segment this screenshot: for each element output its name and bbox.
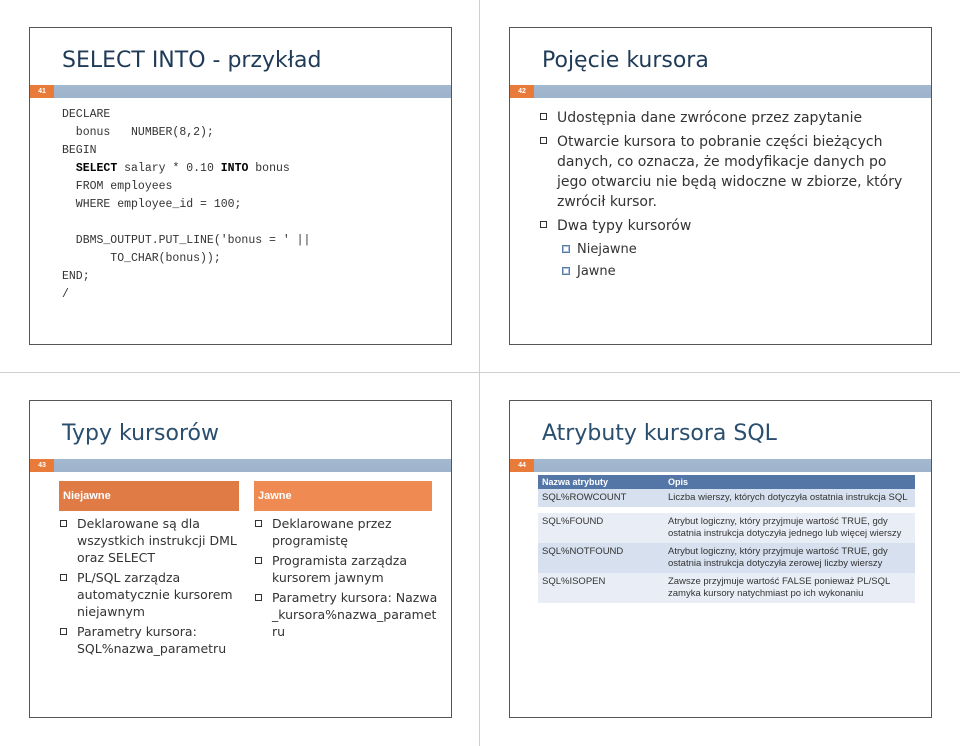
sub-bullet-text: Niejawne bbox=[577, 242, 637, 257]
code-line-select: SELECT salary * 0.10 INTO bonus bbox=[75, 162, 290, 175]
code-line: bonus NUMBER(8,2); bbox=[62, 126, 214, 139]
code-line: DECLARE bbox=[62, 108, 111, 121]
implicit-cursor-list bbox=[60, 515, 245, 660]
slide-title: SELECT INTO - przykład bbox=[62, 48, 322, 73]
bullet-text: Programista zarządza kursorem jawnym bbox=[272, 553, 407, 585]
bullet-item bbox=[255, 589, 440, 640]
code-line bbox=[62, 214, 310, 232]
slide-title: Pojęcie kursora bbox=[542, 48, 709, 73]
slide-number: 42 bbox=[510, 85, 534, 98]
bullet-item bbox=[540, 132, 920, 212]
bullet-text: Parametry kursora: SQL%nazwa_parametru bbox=[77, 624, 227, 656]
bullet-list bbox=[540, 108, 920, 284]
table-row bbox=[538, 543, 915, 573]
explicit-cursor-list bbox=[255, 515, 440, 643]
slide-number-bar bbox=[510, 85, 931, 98]
column-header-implicit: Niejawne bbox=[59, 481, 239, 511]
code-line: WHERE employee_id = 100; bbox=[62, 198, 242, 211]
code-line: END; bbox=[62, 270, 90, 283]
square-bullet-icon bbox=[60, 574, 67, 581]
slide-43[interactable] bbox=[29, 400, 452, 718]
code-line: DBMS_OUTPUT.PUT_LINE('bonus = ' || bbox=[62, 234, 311, 247]
bullet-text: Parametry kursora: Nazwa_kursora%nazwa_parametru bbox=[272, 590, 438, 639]
attribute-description-cell: Atrybut logiczny, który przyjmuje wartość TRUE, gdy ostatnia instrukcja dotyczyła jednego lub więcej wierszy bbox=[664, 510, 915, 543]
bullet-item bbox=[540, 216, 920, 236]
table-row bbox=[538, 573, 915, 603]
bullet-item bbox=[255, 515, 440, 549]
slide-title: Typy kursorów bbox=[62, 421, 219, 446]
bullet-item bbox=[255, 552, 440, 586]
sub-bullet-text: Jawne bbox=[577, 264, 616, 279]
table-header-cell: Nazwa atrybuty bbox=[538, 475, 664, 489]
attribute-description-cell: Zawsze przyjmuje wartość FALSE ponieważ PL/SQL zamyka kursory natychmiast po ich wykonaniu bbox=[664, 573, 915, 603]
slide-number: 41 bbox=[30, 85, 54, 98]
code-line: TO_CHAR(bonus)); bbox=[62, 252, 221, 265]
bullet-text: Otwarcie kursora to pobranie części bieżących danych, co oznacza, że modyfikacje danych po jego otwarciu nie będą widoczne w zbiorze, który zwrócił kursor. bbox=[557, 134, 903, 210]
square-bullet-icon bbox=[255, 520, 262, 527]
slide-44-quadrant bbox=[480, 373, 960, 746]
slide-41-quadrant bbox=[0, 0, 480, 373]
square-bullet-icon bbox=[540, 113, 547, 120]
code-line: / bbox=[62, 288, 69, 301]
slide-number-bar bbox=[30, 85, 451, 98]
table-header-row bbox=[538, 475, 915, 489]
bullet-item bbox=[60, 623, 245, 657]
table-row bbox=[538, 510, 915, 543]
attribute-name-cell: SQL%NOTFOUND bbox=[538, 543, 664, 573]
code-line: BEGIN bbox=[62, 144, 97, 157]
attribute-name-cell: SQL%ROWCOUNT bbox=[538, 489, 664, 510]
bullet-item bbox=[60, 569, 245, 620]
slide-43-quadrant bbox=[0, 373, 480, 746]
attribute-description-cell: Liczba wierszy, których dotyczyła ostatnia instrukcja SQL bbox=[664, 489, 915, 510]
sub-bullet-item bbox=[562, 262, 920, 282]
bullet-text: Deklarowane są dla wszystkich instrukcji DML oraz SELECT bbox=[77, 516, 237, 565]
square-bullet-icon bbox=[60, 520, 67, 527]
square-bullet-icon bbox=[255, 557, 262, 564]
attribute-description-cell: Atrybut logiczny, który przyjmuje wartość TRUE, gdy ostatnia instrukcja dotyczyła zerowej liczby wierszy bbox=[664, 543, 915, 573]
slide-42[interactable] bbox=[509, 27, 932, 345]
bullet-text: Udostępnia dane zwrócone przez zapytanie bbox=[557, 110, 863, 126]
sql-keyword: SELECT bbox=[75, 162, 118, 175]
slide-number: 43 bbox=[30, 459, 54, 472]
slide-42-quadrant bbox=[480, 0, 960, 373]
slide-title: Atrybuty kursora SQL bbox=[542, 421, 777, 446]
square-bullet-icon bbox=[60, 628, 67, 635]
code-block bbox=[62, 106, 310, 304]
attribute-name-cell: SQL%ISOPEN bbox=[538, 573, 664, 603]
cursor-attributes-table bbox=[538, 475, 915, 603]
bullet-text: Dwa typy kursorów bbox=[557, 218, 692, 234]
slide-44[interactable] bbox=[509, 400, 932, 718]
column-header-explicit: Jawne bbox=[254, 481, 432, 511]
slide-number-bar bbox=[510, 459, 931, 472]
square-bullet-icon bbox=[540, 137, 547, 144]
slide-number: 44 bbox=[510, 459, 534, 472]
slide-number-bar bbox=[30, 459, 451, 472]
bullet-item bbox=[540, 108, 920, 128]
sql-keyword: INTO bbox=[220, 162, 249, 175]
square-bullet-icon bbox=[255, 594, 262, 601]
bullet-text: PL/SQL zarządza automatycznie kursorem niejawnym bbox=[77, 570, 233, 619]
bullet-item bbox=[60, 515, 245, 566]
attribute-name-cell: SQL%FOUND bbox=[538, 510, 664, 543]
table-row bbox=[538, 489, 915, 510]
sub-bullet-item bbox=[562, 240, 920, 260]
filled-square-bullet-icon bbox=[562, 245, 570, 253]
table-header-cell: Opis bbox=[664, 475, 915, 489]
code-line: FROM employees bbox=[62, 180, 173, 193]
bullet-text: Deklarowane przez programistę bbox=[272, 516, 392, 548]
filled-square-bullet-icon bbox=[562, 267, 570, 275]
slide-41[interactable] bbox=[29, 27, 452, 345]
square-bullet-icon bbox=[540, 221, 547, 228]
